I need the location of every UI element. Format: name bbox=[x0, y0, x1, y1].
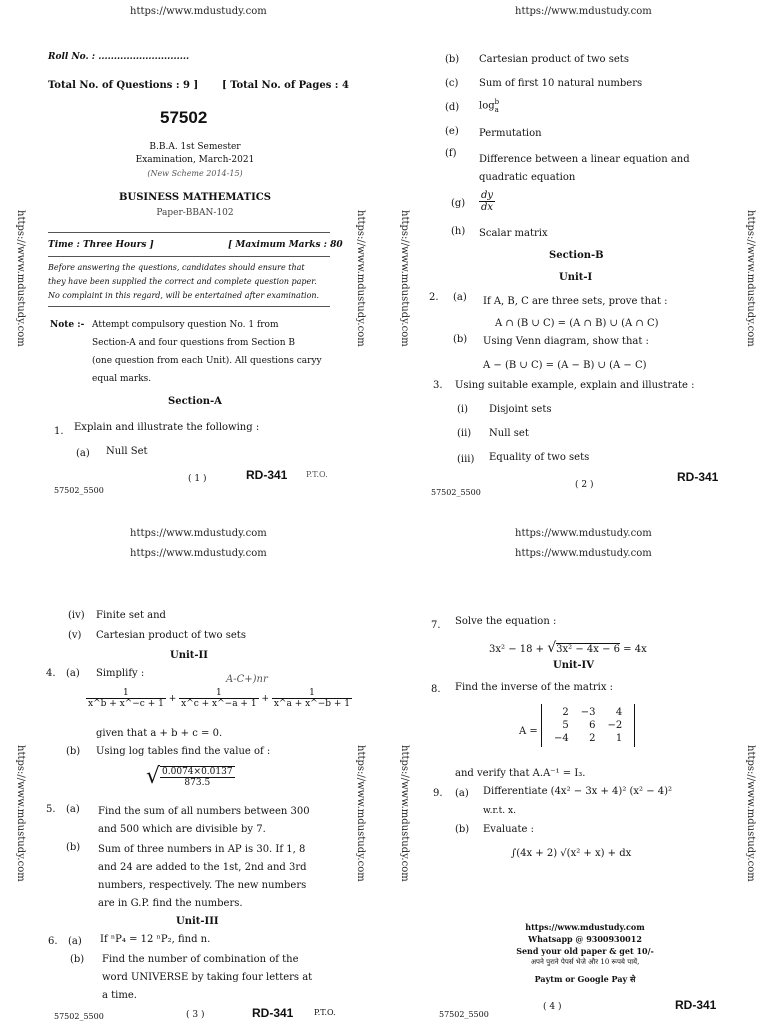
q2b-text: Using Venn diagram, show that : bbox=[483, 336, 649, 347]
q6-number: 6. bbox=[48, 936, 58, 947]
log-text: log bbox=[479, 100, 495, 112]
page-4 bbox=[425, 600, 740, 1024]
page-3 bbox=[40, 600, 355, 1024]
unit-2-title: Unit-II bbox=[170, 650, 208, 661]
page4-footer-code: RD-341 bbox=[675, 998, 717, 1012]
p2-item-d-label: (d) bbox=[445, 102, 460, 113]
scheme: (New Scheme 2014-15) bbox=[147, 169, 243, 178]
section-a-title: Section-A bbox=[168, 396, 222, 407]
q3iii-label: (iii) bbox=[457, 454, 475, 465]
q3iii-text: Equality of two sets bbox=[489, 452, 590, 463]
p2-item-f-2: quadratic equation bbox=[479, 172, 576, 183]
p2-item-c: Sum of first 10 natural numbers bbox=[479, 78, 643, 89]
q4a-expression bbox=[86, 688, 352, 709]
url-side-7: https://www.mdustudy.com bbox=[399, 745, 410, 882]
matrix-cell: 2 bbox=[589, 733, 596, 744]
p2-item-h: Scalar matrix bbox=[479, 228, 548, 239]
total-questions: Total No. of Questions : 9 ] bbox=[48, 80, 199, 91]
note-line-1: Attempt compulsory question No. 1 from bbox=[92, 320, 279, 330]
note-line-2: Section-A and four questions from Section B bbox=[92, 338, 295, 348]
q3-text: Using suitable example, explain and illustrate : bbox=[455, 380, 695, 391]
q3i-label: (i) bbox=[457, 404, 469, 415]
q2a-text: If A, B, C are three sets, prove that : bbox=[483, 296, 668, 307]
matrix-cell: 5 bbox=[562, 720, 569, 731]
q9b-text: Evaluate : bbox=[483, 824, 534, 835]
matrix-cell: −2 bbox=[607, 720, 623, 731]
page1-footer-code: RD-341 bbox=[246, 468, 288, 482]
q1-text: Explain and illustrate the following : bbox=[74, 422, 260, 433]
q4a-text: Simplify : bbox=[96, 668, 145, 679]
q7-text: Solve the equation : bbox=[455, 616, 557, 627]
page4-footer-num: ( 4 ) bbox=[543, 1002, 562, 1012]
p2-item-c-label: (c) bbox=[445, 78, 459, 89]
sqrt-numerator: 0.0074×0.0137 bbox=[162, 766, 233, 777]
matrix-cell: −4 bbox=[554, 733, 569, 744]
plus-2: + bbox=[261, 694, 269, 704]
q6b-line-2: word UNIVERSE by taking four letters at bbox=[102, 972, 313, 983]
matrix-label: A = bbox=[519, 726, 538, 737]
matrix-row bbox=[548, 732, 628, 745]
divider-2 bbox=[48, 256, 330, 257]
page3-footer-num: ( 3 ) bbox=[186, 1010, 205, 1020]
q7-eq-right: = 4x bbox=[620, 644, 647, 655]
p2-item-f-label: (f) bbox=[445, 148, 457, 159]
url-top-right: https://www.mdustudy.com bbox=[515, 6, 652, 17]
page3-footer-code: RD-341 bbox=[252, 1006, 294, 1020]
q2-number: 2. bbox=[429, 292, 439, 303]
q4b-text: Using log tables find the value of : bbox=[96, 746, 271, 757]
page2-footer-num: ( 2 ) bbox=[575, 480, 594, 490]
url-mid-right-2: https://www.mdustudy.com bbox=[515, 548, 652, 559]
q5b-line-2: and 24 are added to the 1st, 2nd and 3rd bbox=[98, 862, 307, 873]
sqrt-symbol: √ bbox=[146, 764, 161, 789]
q3-number: 3. bbox=[433, 380, 443, 391]
total-pages: [ Total No. of Pages : 4 bbox=[222, 80, 349, 91]
fraction-3-denominator: x^a + x^−b + 1 bbox=[273, 699, 351, 709]
q5b-line-3: numbers, respectively. The new numbers bbox=[98, 880, 307, 891]
q5a-line-1: Find the sum of all numbers between 300 bbox=[98, 806, 310, 817]
unit-1-title: Unit-I bbox=[559, 272, 593, 283]
matrix-row bbox=[548, 719, 628, 732]
q6b-label: (b) bbox=[70, 954, 85, 965]
q5b-line-4: are in G.P. find the numbers. bbox=[98, 898, 243, 909]
q6a-label: (a) bbox=[68, 936, 82, 947]
matrix-cell: 6 bbox=[589, 720, 596, 731]
q1-iv-text: Finite set and bbox=[96, 610, 166, 621]
q6b-line-3: a time. bbox=[102, 990, 137, 1001]
q9b-label: (b) bbox=[455, 824, 470, 835]
q3ii-text: Null set bbox=[489, 428, 529, 439]
q7-eq-left: 3x² − 18 + bbox=[489, 644, 548, 655]
roll-no: Roll No. : ............................. bbox=[48, 52, 190, 62]
unit-4-title: Unit-IV bbox=[553, 660, 594, 671]
page-2 bbox=[425, 40, 740, 510]
q8-text: Find the inverse of the matrix : bbox=[455, 682, 614, 693]
page1-footer-num: ( 1 ) bbox=[188, 474, 207, 484]
url-side-5: https://www.mdustudy.com bbox=[15, 745, 26, 882]
matrix-table bbox=[541, 704, 635, 747]
url-side-1: https://www.mdustudy.com bbox=[15, 210, 26, 347]
q7-number: 7. bbox=[431, 620, 441, 631]
q9-number: 9. bbox=[433, 788, 443, 799]
dy: dy bbox=[481, 190, 494, 201]
exam: Examination, March-2021 bbox=[135, 155, 255, 165]
page2-footer-code: RD-341 bbox=[677, 470, 719, 484]
log-base-sup: b bbox=[494, 98, 500, 106]
p2-item-e: Permutation bbox=[479, 128, 542, 139]
q2b-equation: A − (B ∪ C) = (A − B) ∪ (A − C) bbox=[483, 360, 647, 371]
course: B.B.A. 1st Semester bbox=[149, 142, 241, 152]
p2-item-e-label: (e) bbox=[445, 126, 459, 137]
page1-footer-pto: P.T.O. bbox=[306, 470, 328, 479]
url-mid-left-2: https://www.mdustudy.com bbox=[130, 548, 267, 559]
fraction-1-denominator: x^b + x^−c + 1 bbox=[88, 699, 164, 709]
plus-1: + bbox=[168, 694, 177, 704]
url-side-6: https://www.mdustudy.com bbox=[355, 745, 366, 882]
q7-radicand: 3x² − 4x − 6 bbox=[556, 644, 620, 655]
matrix-cell: −3 bbox=[580, 707, 596, 718]
page3-footer-pto: P.T.O. bbox=[314, 1008, 336, 1017]
section-b-title: Section-B bbox=[549, 250, 604, 261]
url-top-left: https://www.mdustudy.com bbox=[130, 6, 267, 17]
divider-1 bbox=[48, 232, 330, 233]
matrix-a bbox=[541, 704, 635, 751]
fraction-2-numerator: 1 bbox=[179, 688, 258, 699]
promo-hindi: अपने पुराने पेपर्स भेजे और 10 रूपये पायें, bbox=[530, 958, 640, 966]
q9a-text: Differentiate (4x² − 3x + 4)² (x² − 4)² bbox=[483, 786, 673, 797]
matrix-row bbox=[548, 706, 628, 719]
p2-item-f-1: Difference between a linear equation and bbox=[479, 154, 690, 165]
q1a-label: (a) bbox=[76, 448, 90, 459]
q2a-equation: A ∩ (B ∪ C) = (A ∩ B) ∪ (A ∩ C) bbox=[495, 318, 659, 329]
q6b-line-1: Find the number of combination of the bbox=[102, 954, 299, 965]
note-line-3: (one question from each Unit). All questions caryy bbox=[92, 356, 322, 366]
q5b-line-1: Sum of three numbers in AP is 30. If 1, 8 bbox=[98, 844, 306, 855]
p2-item-d bbox=[479, 98, 499, 114]
q4b-label: (b) bbox=[66, 746, 81, 757]
sqrt-denominator: 873.5 bbox=[184, 777, 211, 788]
url-side-4: https://www.mdustudy.com bbox=[745, 210, 756, 347]
q4a-label: (a) bbox=[66, 668, 80, 679]
p2-item-h-label: (h) bbox=[451, 226, 466, 237]
page-1 bbox=[40, 40, 350, 510]
q3ii-label: (ii) bbox=[457, 428, 472, 439]
fraction-1-numerator: 1 bbox=[86, 688, 166, 699]
q1-v-label: (v) bbox=[68, 630, 82, 641]
paper-code: 57502 bbox=[160, 108, 208, 127]
note-label: Note :- bbox=[50, 320, 85, 330]
page1-footer-left: 57502_5500 bbox=[54, 486, 104, 495]
p2-item-b: Cartesian product of two sets bbox=[479, 54, 629, 65]
handwritten-note: A-C+)nr bbox=[226, 674, 268, 685]
fraction-3-numerator: 1 bbox=[272, 688, 352, 699]
q6a-text: If ⁿP₄ = 12 ⁿP₂, find n. bbox=[100, 934, 211, 945]
url-side-8: https://www.mdustudy.com bbox=[745, 745, 756, 882]
q2a-label: (a) bbox=[453, 292, 467, 303]
q5a-line-2: and 500 which are divisible by 7. bbox=[98, 824, 266, 835]
q1a-text: Null Set bbox=[106, 446, 148, 457]
page2-footer-left: 57502_5500 bbox=[431, 488, 481, 497]
q5b-label: (b) bbox=[66, 842, 81, 853]
instruction-2: they have been supplied the correct and complete question paper. bbox=[48, 277, 317, 286]
q1-v-text: Cartesian product of two sets bbox=[96, 630, 246, 641]
q8-number: 8. bbox=[431, 684, 441, 695]
q9b-integral: ∫(4x + 2) √(x² + x) + dx bbox=[511, 848, 632, 859]
paper-title: Paper-BBAN-102 bbox=[156, 208, 234, 218]
q9a-label: (a) bbox=[455, 788, 469, 799]
max-marks: [ Maximum Marks : 80 bbox=[228, 240, 343, 250]
url-side-3: https://www.mdustudy.com bbox=[399, 210, 410, 347]
instruction-1: Before answering the questions, candidates should ensure that bbox=[48, 263, 305, 272]
matrix-cell: 1 bbox=[615, 733, 623, 744]
q8-verify: and verify that A.A⁻¹ = I₃. bbox=[455, 768, 586, 779]
q7-sqrt-symbol: √ bbox=[547, 640, 557, 656]
q4b-sqrt bbox=[146, 764, 235, 789]
q1-iv-label: (iv) bbox=[68, 610, 85, 621]
q5-number: 5. bbox=[46, 804, 56, 815]
q1-number: 1. bbox=[54, 426, 64, 437]
url-side-2: https://www.mdustudy.com bbox=[355, 210, 366, 347]
q5a-label: (a) bbox=[66, 804, 80, 815]
note-line-4: equal marks. bbox=[92, 374, 152, 384]
promo-url: https://www.mdustudy.com bbox=[525, 922, 645, 932]
log-base-sub: a bbox=[494, 106, 499, 114]
matrix-cell: 2 bbox=[562, 707, 569, 718]
instruction-3: No complaint in this regard, will be entertained after examination. bbox=[48, 291, 320, 300]
page4-footer-left: 57502_5500 bbox=[439, 1010, 489, 1019]
dx: dx bbox=[481, 202, 494, 213]
p2-item-g bbox=[479, 190, 495, 213]
unit-3-title: Unit-III bbox=[176, 916, 219, 927]
url-mid-left-1: https://www.mdustudy.com bbox=[130, 528, 267, 539]
q4a-given: given that a + b + c = 0. bbox=[96, 728, 223, 739]
promo-send: Send your old paper & get 10/- bbox=[516, 946, 654, 956]
q4-number: 4. bbox=[46, 668, 56, 679]
p2-item-b-label: (b) bbox=[445, 54, 460, 65]
divider-3 bbox=[48, 306, 330, 307]
fraction-2-denominator: x^c + x^−a + 1 bbox=[181, 699, 257, 709]
q7-equation bbox=[489, 640, 647, 656]
q3i-text: Disjoint sets bbox=[489, 404, 552, 415]
page3-footer-left: 57502_5500 bbox=[54, 1012, 104, 1021]
q9a-wrt: w.r.t. x. bbox=[483, 806, 516, 816]
promo-paytm: Paytm or Google Pay से bbox=[534, 974, 636, 984]
p2-item-g-label: (g) bbox=[451, 198, 466, 209]
time: Time : Three Hours ] bbox=[48, 240, 154, 250]
url-mid-right-1: https://www.mdustudy.com bbox=[515, 528, 652, 539]
matrix-cell: 4 bbox=[615, 707, 623, 718]
promo-whatsapp: Whatsapp @ 9300930012 bbox=[528, 934, 642, 944]
subject: BUSINESS MATHEMATICS bbox=[119, 192, 271, 203]
q2b-label: (b) bbox=[453, 334, 468, 345]
